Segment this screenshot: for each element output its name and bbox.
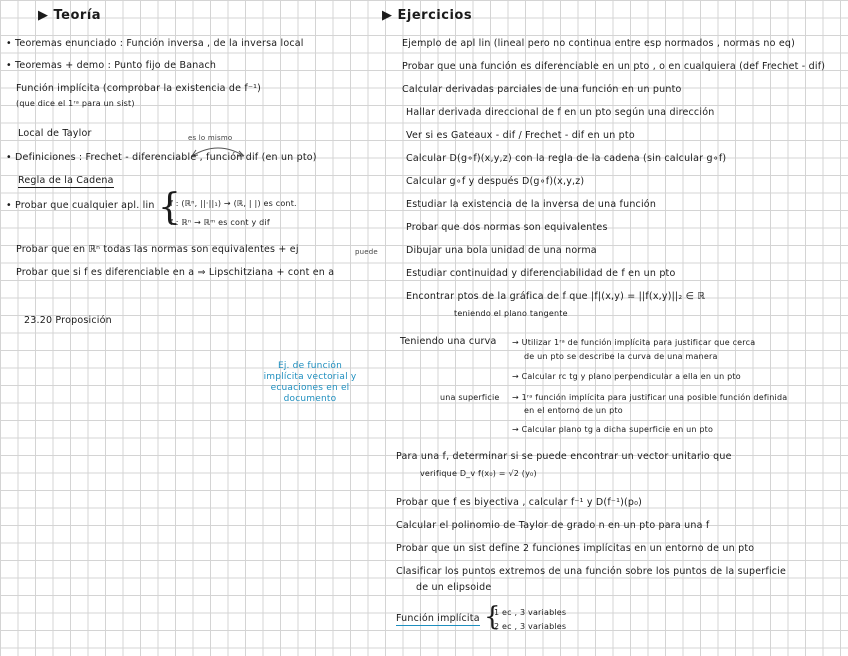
ejercicio-17: Clasificar los puntos extremos de una función sobre los puntos de la superficie xyxy=(396,566,787,577)
ejercicios-header: ▶ Ejercicios xyxy=(382,8,473,23)
curva-label: Teniendo una curva xyxy=(400,336,497,347)
brace-icon: { xyxy=(158,187,181,228)
ejercicio-1: Ejemplo de apl lin (lineal pero no continua entre esp normados , normas no eq) xyxy=(402,38,796,49)
teoria-line-2: • Teoremas + demo : Punto fijo de Banach xyxy=(6,60,217,71)
ejercicio-17-sub: de un elipsoide xyxy=(416,582,492,593)
funcion-implicita-label: Función implícita xyxy=(396,613,480,624)
teoria-line-10: 23.20 Proposición xyxy=(24,315,112,326)
teoria-line-7b: f : ℝⁿ → ℝᵐ es cont y dif xyxy=(170,218,270,227)
teoria-line-3: Función implícita (comprobar la existencia de f⁻¹) xyxy=(16,83,262,94)
ejercicio-11: Estudiar continuidad y diferenciabilidad de f en un pto xyxy=(406,268,676,279)
ejercicio-6: Calcular D(g∘f)(x,y,z) con la regla de la cadena (sin calcular g∘f) xyxy=(406,153,727,164)
funcion-implicita-item-2: 2 ec , 3 variables xyxy=(494,622,567,631)
ejercicio-12: Encontrar ptos de la gráfica de f que |f|(x,y) = ||f(x,y)||₂ ∈ ℝ xyxy=(406,291,706,302)
note-puede: puede xyxy=(355,248,378,256)
ejercicio-7: Calcular g∘f y después D(g∘f)(x,y,z) xyxy=(406,176,585,187)
superficie-label: una superficie xyxy=(440,393,500,402)
ejercicio-3: Calcular derivadas parciales de una función en un punto xyxy=(402,84,682,95)
teoria-line-4: Local de Taylor xyxy=(18,128,92,139)
ejercicio-10: Dibujar una bola unidad de una norma xyxy=(406,245,597,256)
curva-item-1b: de un pto se describe la curva de una manera xyxy=(524,352,718,361)
brace-icon-2: { xyxy=(484,602,501,632)
teoria-line-7: • Probar que cualquier apl. lin xyxy=(6,200,155,211)
superficie-item-1: → 1ʳᵃ función implícita para justificar una posible función definida xyxy=(512,393,788,402)
teoria-line-7a: f : (ℝⁿ, ||·||₁) → (ℝ, | |) es cont. xyxy=(170,199,297,208)
ejercicio-12-sub: teniendo el plano tangente xyxy=(454,309,568,318)
funcion-implicita-item-1: 1 ec , 3 variables xyxy=(494,608,567,617)
superficie-item-1b: en el entorno de un pto xyxy=(524,406,623,415)
ejercicio-16: Probar que un sist define 2 funciones implícitas en un entorno de un pto xyxy=(396,543,755,554)
ejercicio-15: Calcular el polinomio de Taylor de grado n en un pto para una f xyxy=(396,520,710,531)
teoria-line-9: Probar que si f es diferenciable en a ⇒ Lipschitziana + cont en a xyxy=(16,267,335,278)
ejercicio-9: Probar que dos normas son equivalentes xyxy=(406,222,608,233)
ejercicio-2: Probar que una función es diferenciable en un pto , o en cualquiera (def Frechet - dif) xyxy=(402,61,826,72)
curva-item-2: → Calcular rc tg y plano perpendicular a ella en un pto xyxy=(512,372,741,381)
ejercicio-5: Ver si es Gateaux - dif / Frechet - dif en un pto xyxy=(406,130,635,141)
teoria-line-1: • Teoremas enunciado : Función inversa , de la inversa local xyxy=(6,38,304,49)
teoria-header: ▶ Teoría xyxy=(38,8,102,23)
ejercicio-14: Probar que f es biyectiva , calcular f⁻¹ y D(f⁻¹)(p₀) xyxy=(396,497,643,508)
teoria-line-8: Probar que en ℝⁿ todas las normas son equivalentes + ej xyxy=(16,244,299,255)
curva-item-1: → Utilizar 1ʳᵃ de función implícita para justificar que cerca xyxy=(512,338,756,347)
teoria-line-3-sub: (que dice el 1ʳᵃ para un sist) xyxy=(16,99,135,108)
blue-note: Ej. de función implícita vectorial y ecuaciones en el documento xyxy=(263,361,357,404)
teoria-line-6: Regla de la Cadena xyxy=(18,175,114,186)
teoria-line-5: • Definiciones : Frechet - diferenciable , función dif (en un pto) xyxy=(6,152,317,163)
ejercicio-13-sub: verifique D_v f(x₀) = √2 (y₀) xyxy=(420,469,537,478)
superficie-item-2: → Calcular plano tg a dicha superficie en un pto xyxy=(512,425,714,434)
note-es-lo-mismo: es lo mismo xyxy=(188,134,233,142)
ejercicio-4: Hallar derivada direccional de f en un pto según una dirección xyxy=(406,107,715,118)
ejercicio-8: Estudiar la existencia de la inversa de una función xyxy=(406,199,657,210)
ejercicio-13: Para una f, determinar si se puede encontrar un vector unitario que xyxy=(396,451,732,462)
